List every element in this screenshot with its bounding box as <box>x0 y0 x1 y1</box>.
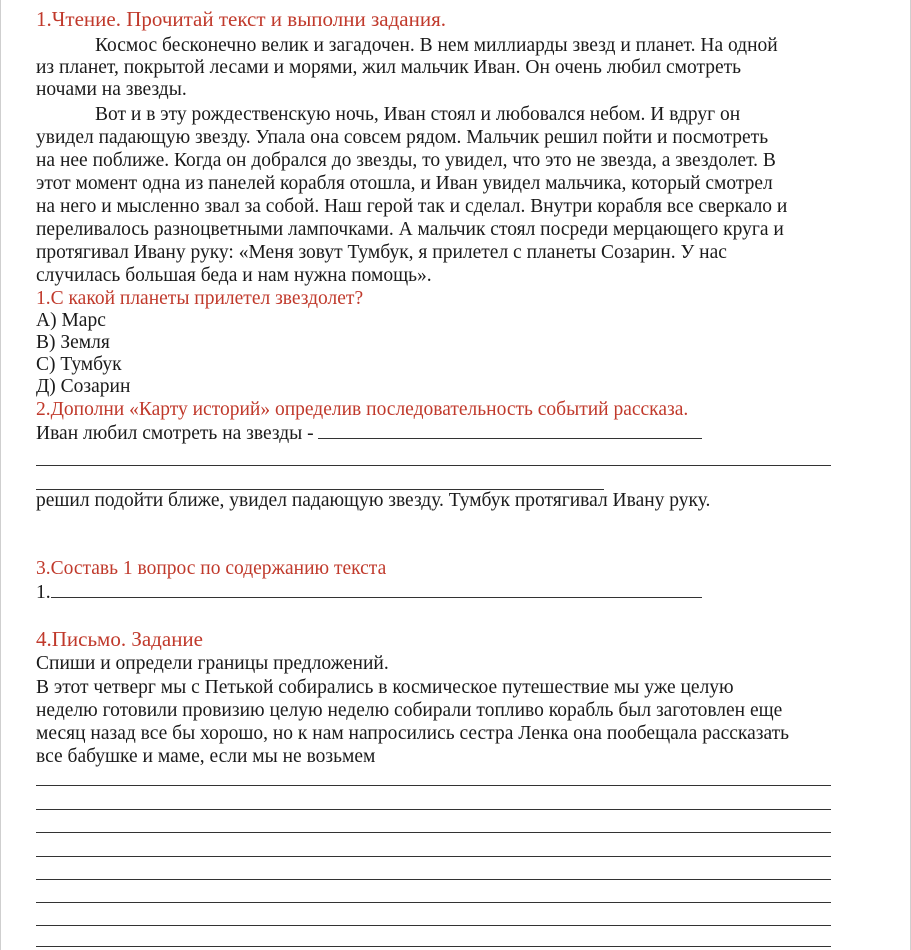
answer-line[interactable] <box>36 465 831 466</box>
paragraph2-line: на него и мысленно звал за собой. Наш герой так и сделал. Внутри корабля все сверкало и <box>36 196 788 217</box>
writing-line[interactable] <box>36 785 831 786</box>
question2-start-line <box>36 423 702 445</box>
section4-text-line: месяц назад все бы хорошо, но к нам напросились сестра Ленка она пообещала рассказать <box>36 723 790 744</box>
question3-title: 3.Составь 1 вопрос по содержанию текста <box>36 558 387 579</box>
paragraph1-line: из планет, покрытой лесами и морями, жил мальчик Иван. Он очень любил смотреть <box>36 57 742 78</box>
paragraph2-line: этот момент одна из панелей корабля отошла, и Иван увидел мальчика, который смотрел <box>36 173 773 194</box>
writing-line[interactable] <box>36 925 831 926</box>
paragraph2-line: Вот и в эту рождественскую ночь, Иван стоял и любовался небом. И вдруг он <box>95 104 741 125</box>
question1-option: С) Тумбук <box>36 354 122 375</box>
paragraph2-line: увидел падающую звезду. Упала она совсем рядом. Мальчик решил пойти и посмотреть <box>36 127 769 148</box>
answer-blank[interactable] <box>318 424 702 439</box>
question1-option: Д) Созарин <box>36 376 131 397</box>
question1-option: В) Земля <box>36 332 110 353</box>
writing-line[interactable] <box>36 879 831 880</box>
paragraph2-line: переливалось разноцветными лампочками. А мальчик стоял посреди мерцающего круга и <box>36 219 784 240</box>
question2-title: 2.Дополни «Карту историй» определив последовательность событий рассказа. <box>36 399 689 420</box>
paragraph2-line: на нее поближе. Когда он добрался до звезды, то увидел, что это не звезда, а звездолет. В <box>36 150 776 171</box>
section4-instruction: Спиши и определи границы предложений. <box>36 653 389 674</box>
section4-text-line: В этот четверг мы с Петькой собирались в космическое путешествие мы уже целую <box>36 677 734 698</box>
answer-blank[interactable] <box>51 583 702 598</box>
writing-line[interactable] <box>36 809 831 810</box>
question1-title: 1.С какой планеты прилетел звездолет? <box>36 288 364 309</box>
writing-line[interactable] <box>36 946 831 947</box>
paragraph2-line: протягивал Ивану руку: «Меня зовут Тумбук, я прилетел с планеты Созарин. У нас <box>36 242 727 263</box>
writing-line[interactable] <box>36 902 831 903</box>
paragraph1-line: ночами на звезды. <box>36 79 187 100</box>
writing-line[interactable] <box>36 856 831 857</box>
writing-line[interactable] <box>36 832 831 833</box>
question3-item <box>36 582 702 604</box>
question2-end-text: решил подойти ближе, увидел падающую звезду. Тумбук протягивал Ивану руку. <box>36 490 711 511</box>
paragraph1-line: Космос бесконечно велик и загадочен. В нем миллиарды звезд и планет. На одной <box>95 35 778 56</box>
section1-heading: 1.Чтение. Прочитай текст и выполни задания. <box>36 7 446 31</box>
paragraph2-line: случилась большая беда и нам нужна помощь». <box>36 265 432 286</box>
section4-heading: 4.Письмо. Задание <box>36 627 203 651</box>
question3-item-number: 1. <box>36 582 51 603</box>
question1-option: А) Марс <box>36 310 106 331</box>
question2-start-text: Иван любил смотреть на звезды - <box>36 423 314 444</box>
section4-text-line: все бабушке и маме, если мы не возьмем <box>36 746 376 767</box>
section4-text-line: неделю готовили провизию целую неделю собирали топливо корабль был заготовлен еще <box>36 700 783 721</box>
